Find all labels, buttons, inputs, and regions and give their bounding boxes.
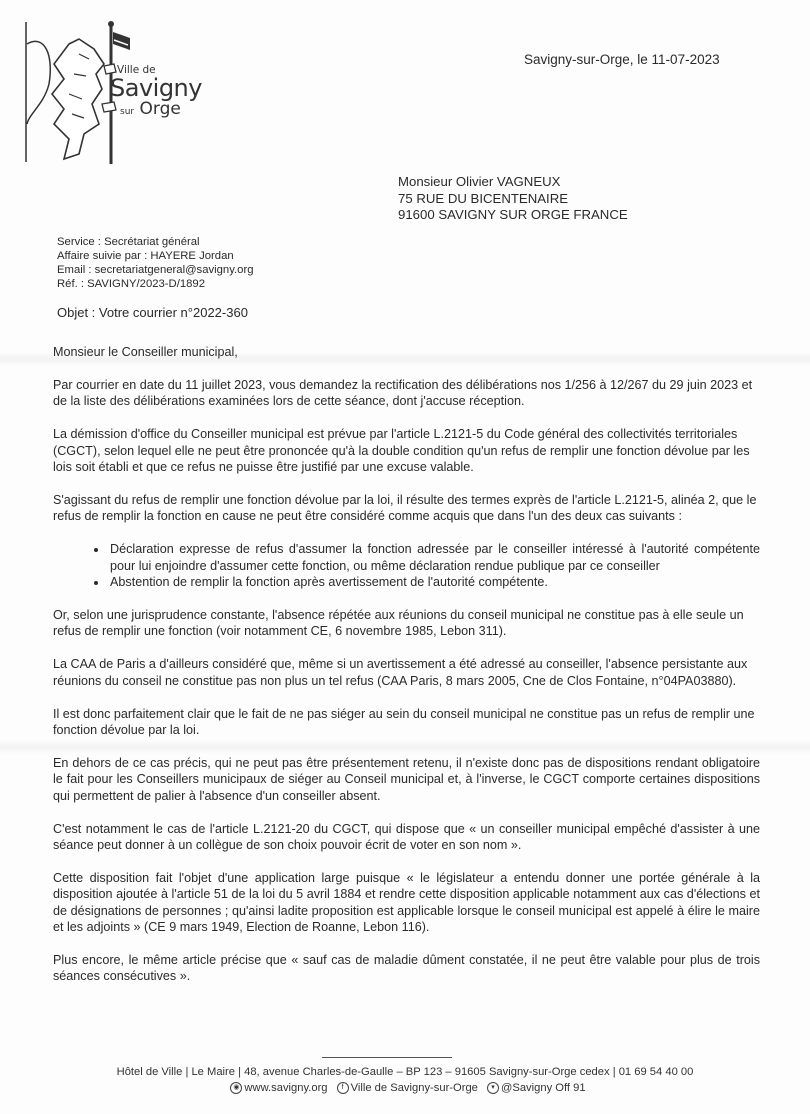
logo-line-2: Savigny [110, 74, 202, 102]
footer-address: Hôtel de Ville | Le Maire | 48, avenue Charles-de-Gaulle – BP 123 – 91605 Savigny-sur-Orge cedex | 01 69 54 40 00 [116, 1066, 694, 1078]
facebook-icon: f [337, 1082, 349, 1094]
paragraph-6: Il est donc parfaitement clair que le fait de ne pas siéger au sein du conseil municipal ne constitue pas un refus de remplir une fonction dévolue par la loi. [53, 706, 755, 737]
footer-website[interactable]: www.savigny.org [244, 1082, 328, 1094]
letter-date: Savigny-sur-Orge, le 11-07-2023 [524, 52, 720, 67]
list-item: • Abstention de remplir la fonction après avertissement de l'autorité compétente. [108, 574, 760, 590]
meta-email: Email : secretariatgeneral@savigny.org [57, 264, 254, 276]
list-item: • Déclaration expresse de refus d'assumer la fonction adressée par le conseiller intéressé à l'autorité compétente pour lui enjoindre d'assumer cette fonction, ou même déclaration rendue publique par ce conseiller [108, 541, 760, 574]
footer-facebook[interactable]: Ville de Savigny-sur-Orge [350, 1082, 478, 1094]
city-logo-text [110, 64, 202, 121]
logo-line-3a: sur [120, 107, 135, 117]
paragraph-3: S'agissant du refus de remplir une fonction dévolue par la loi, il résulte des termes exprès de l'article L.2121-5, alinéa 2, que le refus de remplir la fonction en cause ne peut être considéré comme acquis que dans l'un des deux cas suivants : [53, 492, 757, 524]
letter-subject: Objet : Votre courrier n°2022-360 [57, 305, 248, 320]
footer-social [0, 1082, 810, 1094]
paragraph-4: Or, selon une jurisprudence constante, l'absence répétée aux réunions du conseil municipal ne constitue pas à elle seule un refus de remplir une fonction (voir notamment CE, 6 novembre 1985, Lebon 311). [53, 607, 744, 639]
paragraph-5: La CAA de Paris a d'ailleurs considéré que, même si un avertissement a été adressé au conseiller, l'absence persistante aux réunions du conseil ne constitue pas non plus un tel refus (CAA Paris, 8 mars 2005, Cne de Clos Fontaine, n°04PA03880). [53, 657, 748, 688]
logo-line-1: Ville de [117, 64, 156, 76]
salutation: Monsieur le Conseiller municipal, [53, 345, 238, 359]
footer-twitter[interactable]: @Savigny Off 91 [501, 1082, 586, 1094]
twitter-icon: ▾ [487, 1082, 499, 1094]
paragraph-2: La démission d'office du Conseiller municipal est prévue par l'article L.2121-5 du Code général des collectivités territoriales (CGCT), selon lequel elle ne peut être prononcée qu'à la double condition qu'un refus de remplir une fonction dévolue par les lois soit établi et que ce refus ne puisse être justifié par une excuse valable. [53, 427, 750, 475]
meta-ref: Réf. : SAVIGNY/2023-D/1892 [57, 278, 205, 290]
recipient-street: 75 RUE DU BICENTENAIRE [398, 190, 569, 206]
meta-affaire: Affaire suivie par : HAYERE Jordan [57, 250, 234, 262]
paragraph-7: En dehors de ce cas précis, qui ne peut pas être présentement retenu, il n'existe donc pas de dispositions rendant obligatoire le fait pour les Conseillers municipaux de siéger au Conseil municipal et, à l'inverse, le CGCT comporte certaines dispositions qui permettent de palier à l'absence d'un conseiller absent. [53, 755, 760, 803]
cases-list [53, 541, 760, 590]
paragraph-9: Cette disposition fait l'objet d'une application large puisque « le législateur a entendu donner une portée générale à la disposition ajoutée à l'article 51 de la loi du 5 avril 1884 et rendre cette disposition applicable notamment aux cas d'élections et de désignations de personnes ; qu'ainsi ladite proposition est applicable lorsque le conseil municipal est appelé à élire le maire et les adjoints » (CE 9 mars 1949, Election de Roanne, Lebon 116). [53, 870, 760, 935]
paragraph-8: C'est notamment le cas de l'article L.2121-20 du CGCT, qui dispose que « un conseiller municipal empêché d'assister à une séance peut donner à un collègue de son choix pouvoir écrit de voter en son nom ». [53, 821, 760, 853]
web-icon: ◉ [230, 1082, 242, 1094]
recipient-city: 91600 SAVIGNY SUR ORGE FRANCE [398, 207, 628, 222]
logo-line-3 [120, 100, 202, 121]
paragraph-10: Plus encore, le même article précise que « sauf cas de maladie dûment constatée, il ne peut être valable pour plus de trois séances consécutives ». [53, 953, 760, 984]
footer-divider [322, 1057, 452, 1058]
meta-service: Service : Secrétariat général [57, 236, 200, 248]
recipient-address [398, 174, 628, 224]
recipient-name: Monsieur Olivier VAGNEUX [398, 174, 561, 189]
letter-body [53, 344, 760, 1001]
logo-line-3b: Orge [139, 99, 181, 119]
paragraph-1: Par courrier en date du 11 juillet 2023, vous demandez la rectification des délibérations nos 1/256 à 12/267 du 29 juin 2023 et de la liste des délibérations examinées lors de cette séance, dont j'accuse réception. [53, 377, 753, 409]
sender-metadata [57, 235, 254, 291]
